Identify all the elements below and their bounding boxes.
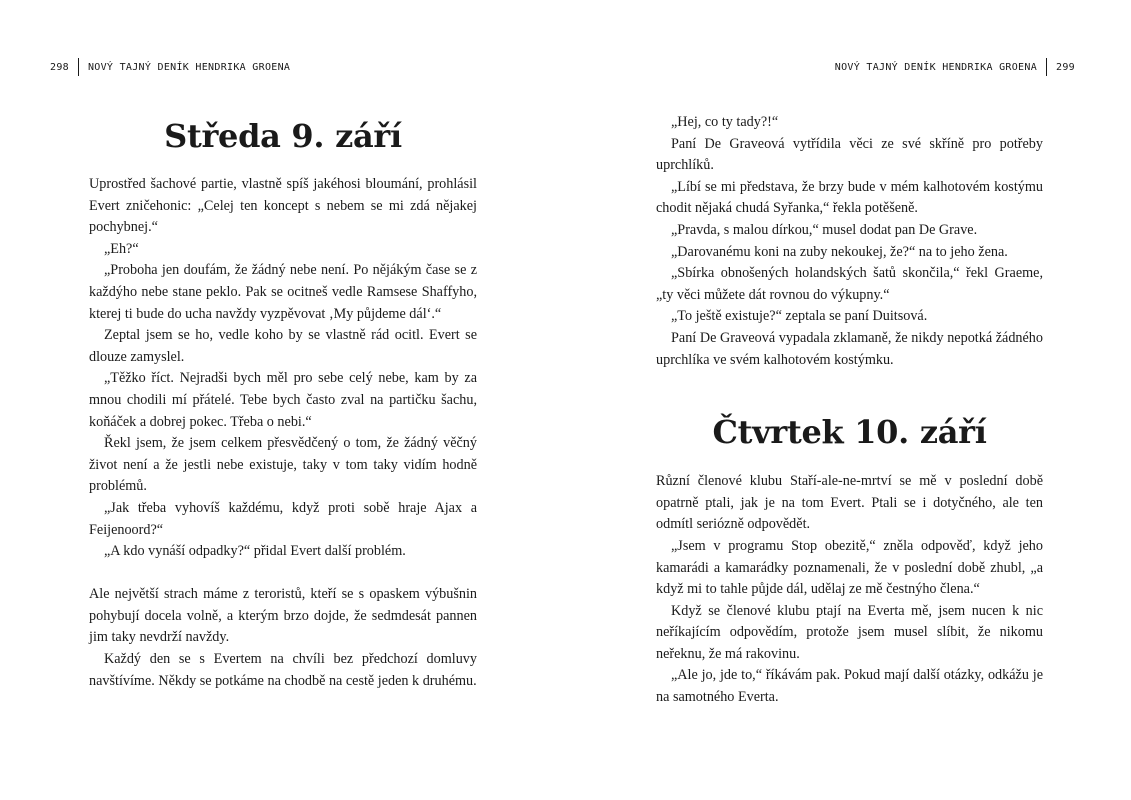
- paragraph-list: [656, 112, 1043, 371]
- chapter-title: Čtvrtek 10. září: [712, 413, 987, 452]
- paragraph: „Jak třeba vyhovíš každému, když proti sobě hraje Ajax a Feijenoord?“: [89, 499, 477, 538]
- paragraph: „Ale jo, jde to,“ říkávám pak. Pokud mají další otázky, odkážu je na samotného Everta.: [656, 667, 1043, 706]
- paragraph: Každý den se s Evertem na chvíli bez předchozí domluvy navštívíme. Někdy se potkáme na chodbě na cestě jeden k druhému.: [89, 651, 477, 689]
- paragraph: „Líbí se mi představa, že brzy bude v mém kalhotovém kostýmu chodit nějaká chudá Syřanka,“ řekla potěšeně.: [656, 178, 1043, 217]
- paragraph: „Těžko říct. Nejradši bych měl pro sebe celý nebe, kam by za mnou chodili mí přátelé. Tebe bych často zval na partičku šachu, koňáček a dobrej pokec. Třeba o nebi.“: [89, 370, 477, 430]
- paragraph: „A kdo vynáší odpadky?“ přidal Evert další problém.: [104, 543, 406, 560]
- paragraph: „Darovanému koni na zuby nekoukej, že?“ na to jeho žena.: [671, 243, 1008, 260]
- chapter-title: Středa 9. září: [164, 117, 402, 155]
- paragraph: Když se členové klubu ptají na Everta mě, jsem nucen k nic neříkajícím odpovědím, protože jsem musel slíbit, že nikomu neřeknu, že má rakovinu.: [656, 602, 1043, 662]
- paragraph: Zeptal jsem se ho, vedle koho by se vlastně rád ocitl. Evert se dlouze zamyslel.: [89, 327, 477, 365]
- paragraph: Různí členové klubu Staří-ale-ne-mrtví se mě v poslední době opatrně ptali, jak je na tom Evert. Ptali se i dotyčného, ale ten odmítl seriózně odpovědět.: [656, 473, 1043, 533]
- paragraph: „Sbírka obnošených holandských šatů skončila,“ řekl Graeme, „ty věci můžete dát rovnou do výkupny.“: [656, 265, 1043, 303]
- paragraph: Řekl jsem, že jsem celkem přesvědčený o tom, že žádný věčný život není a že jestli nebe existuje, taky v tom taky vidím hodně problémů.: [89, 435, 477, 495]
- paragraph: Paní De Graveová vytřídila věci ze své skříně pro potřeby uprchlíků.: [656, 135, 1043, 174]
- running-title: NOVÝ TAJNÝ DENÍK HENDRIKA GROENA: [834, 61, 1038, 73]
- paragraph: Uprostřed šachové partie, vlastně spíš jakéhosi bloumání, prohlásil Evert zničehonic: „Celej ten koncept s nebem se mi zdá nějakej pochybnej.“: [89, 176, 477, 236]
- paragraph: Paní De Graveová vypadala zklamaně, že nikdy nepotká žádného uprchlíka ve svém kalhotovém kostýmku.: [656, 329, 1043, 368]
- paragraph: „Proboha jen doufám, že žádný nebe není. Po nějákým čase se z každýho nebe stane peklo. Pak se ocitneš vedle Ramsese Shaffyho, kterej ti bude do ucha navždy vyzpěvovat ‚My půjdeme dál‘.“: [89, 262, 477, 322]
- paragraph: „Jsem v programu Stop obezitě,“ zněla odpověď, když jeho kamarádi a kamarádky poznamenali, že v poslední době zhubl, „a když mi to tahle půjde dál, udělaj ze mě čestnýho člena.“: [656, 537, 1043, 598]
- paragraph-list: [656, 471, 1043, 709]
- paragraph: „To ještě existuje?“ zeptala se paní Duitsová.: [671, 308, 928, 325]
- page-number: 299: [1056, 61, 1075, 73]
- page-body: [656, 112, 1043, 709]
- running-title: NOVÝ TAJNÝ DENÍK HENDRIKA GROENA: [87, 61, 291, 73]
- paragraph: Ale největší strach máme z teroristů, kteří se s opaskem výbušnin pohybují docela volně, a kterým brzo dojde, že sedmdesát pannen jim taky nevdrží navždy.: [89, 586, 477, 646]
- paragraph: „Pravda, s malou dírkou,“ musel dodat pan De Grave.: [671, 221, 978, 238]
- paragraph: „Hej, co ty tady?!“: [671, 114, 779, 130]
- paragraph: „Eh?“: [104, 240, 139, 257]
- page-number: 298: [50, 61, 69, 73]
